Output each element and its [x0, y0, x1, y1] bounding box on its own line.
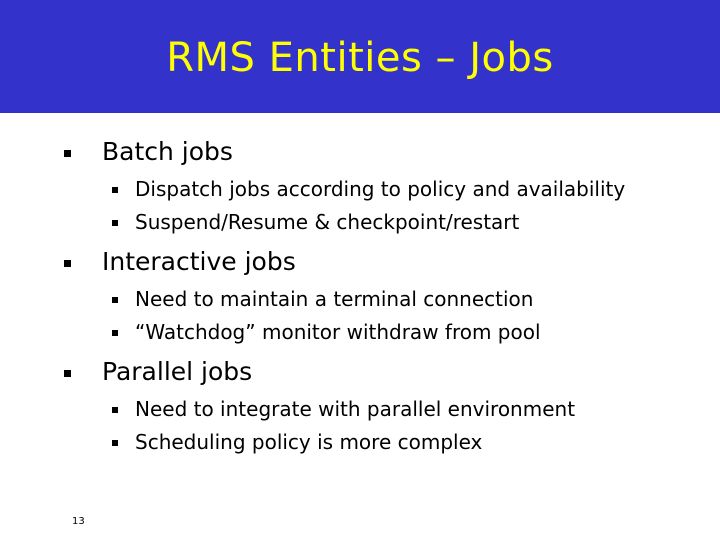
square-bullet-icon	[64, 370, 71, 377]
square-bullet-icon	[64, 150, 71, 157]
square-bullet-icon	[64, 260, 71, 267]
bullet-heading: Parallel jobs	[102, 357, 253, 386]
square-bullet-icon	[112, 220, 118, 226]
square-bullet-icon	[112, 440, 118, 446]
sub-bullet-text: Suspend/Resume & checkpoint/restart	[135, 210, 520, 234]
square-bullet-icon	[112, 330, 118, 336]
square-bullet-icon	[112, 297, 118, 303]
bullet-heading: Batch jobs	[102, 137, 233, 166]
sub-bullet-text: “Watchdog” monitor withdraw from pool	[135, 320, 541, 344]
square-bullet-icon	[112, 187, 118, 193]
sub-bullet-text: Scheduling policy is more complex	[135, 430, 483, 454]
sub-bullet-text: Need to integrate with parallel environment	[135, 397, 576, 421]
square-bullet-icon	[112, 407, 118, 413]
slide-number: 13	[72, 516, 85, 527]
bullet-heading: Interactive jobs	[102, 247, 296, 276]
sub-bullet-text: Need to maintain a terminal connection	[135, 287, 534, 311]
slide-title: RMS Entities – Jobs	[166, 35, 554, 81]
sub-bullet-text: Dispatch jobs according to policy and availability	[135, 177, 626, 201]
